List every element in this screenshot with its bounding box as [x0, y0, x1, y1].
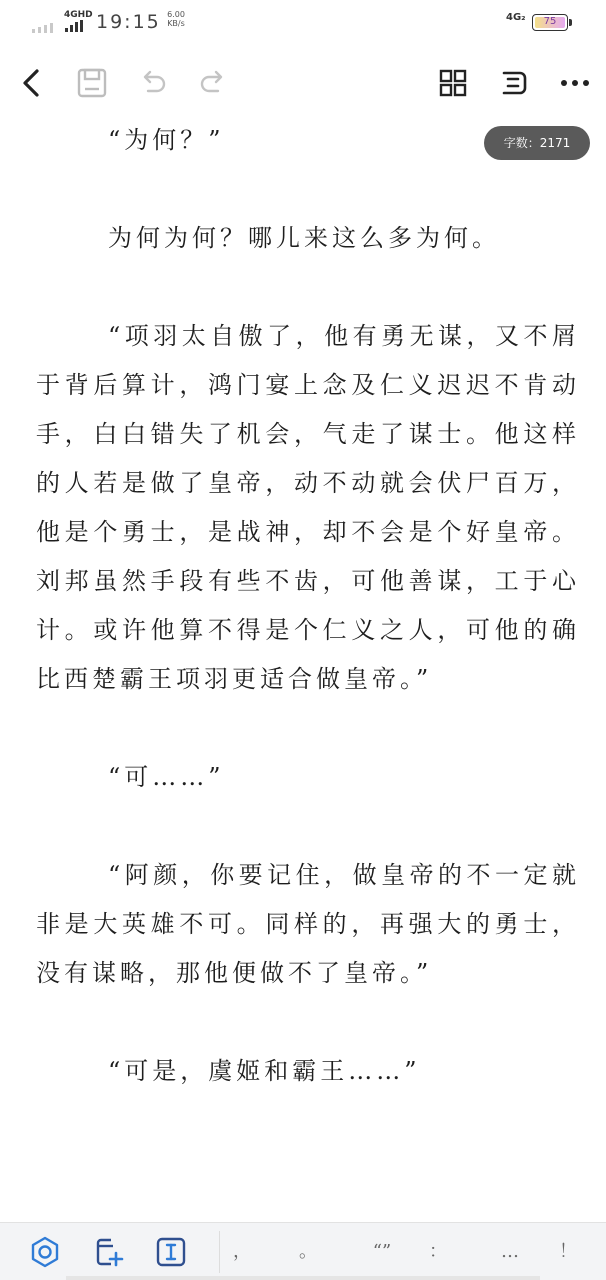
battery-level: 75: [535, 17, 565, 28]
paragraph: “项羽太自傲了，他有勇无谋，又不屑于背后算计，鸿门宴上念及仁义迟迟不肯动手，白白错失了机会，气走了谋士。他这样的人若是做了皇帝，动不动就会伏尸百万，他是个勇士，是战神，却不会是个好皇帝。刘邦虽然手段有些不齿，可他善谋，工于心计。或许他算不得是个仁义之人，可他的确比西楚霸王项羽更适合做皇帝。”: [36, 322, 580, 693]
save-button[interactable]: [73, 64, 111, 102]
text-editor[interactable]: [36, 116, 580, 1216]
more-dots-icon: [559, 78, 591, 88]
battery-icon: [532, 14, 568, 31]
undo-button[interactable]: [134, 64, 172, 102]
undo-icon: [138, 68, 168, 98]
paragraph: “阿颜，你要记住，做皇帝的不一定就非是大英雄不可。同样的，再强大的勇士，没有谋略，那他便做不了皇帝。”: [36, 861, 580, 987]
clock: 19:15: [96, 11, 161, 33]
reader-mode-button[interactable]: [495, 64, 533, 102]
network-type-right: 4G₂: [506, 12, 526, 23]
format-circle-icon: [29, 1236, 61, 1268]
paragraph: “为何？”: [108, 126, 225, 154]
paragraph: “可是，虞姬和霸王……”: [108, 1057, 421, 1085]
network-speed: [161, 10, 191, 28]
redo-button[interactable]: [194, 64, 232, 102]
input-toolbar: [0, 1222, 606, 1280]
punct-colon-key[interactable]: ：: [429, 1241, 447, 1262]
back-arrow-icon: [20, 68, 42, 98]
battery-tip: [569, 19, 572, 26]
word-count-badge: 字数：2171: [484, 126, 590, 160]
paragraph: 为何为何？哪儿来这么多为何。: [108, 224, 500, 252]
signal-strength-icon: [32, 19, 53, 33]
back-button[interactable]: [12, 64, 50, 102]
text-cursor-button[interactable]: [154, 1235, 188, 1269]
toolbar-divider: [219, 1231, 220, 1273]
add-note-icon: [93, 1236, 125, 1268]
redo-icon: [198, 68, 228, 98]
add-note-button[interactable]: [92, 1235, 126, 1269]
editor-toolbar: [0, 54, 606, 112]
status-bar: [0, 0, 606, 48]
punct-comma-key[interactable]: ，: [233, 1241, 251, 1262]
grid-view-icon: [438, 68, 468, 98]
format-button[interactable]: [28, 1235, 62, 1269]
save-disk-icon: [76, 67, 108, 99]
punct-quotes-key[interactable]: “”: [372, 1241, 392, 1262]
book-mark-icon: [499, 68, 529, 98]
grid-view-button[interactable]: [434, 64, 472, 102]
speed-unit: KB/s: [167, 19, 185, 28]
network-type-label: 4GHD: [64, 10, 93, 20]
punct-period-key[interactable]: 。: [299, 1241, 317, 1262]
signal-strength-2-icon: [65, 20, 83, 32]
gesture-bar: [66, 1276, 540, 1280]
punct-ellipsis-key[interactable]: …: [501, 1241, 519, 1262]
paragraph: “可……”: [108, 763, 225, 791]
speed-value: 6.00: [167, 10, 185, 19]
text-cursor-icon: [155, 1236, 187, 1268]
punct-exclamation-key[interactable]: ！: [559, 1241, 577, 1262]
more-button[interactable]: [556, 64, 594, 102]
